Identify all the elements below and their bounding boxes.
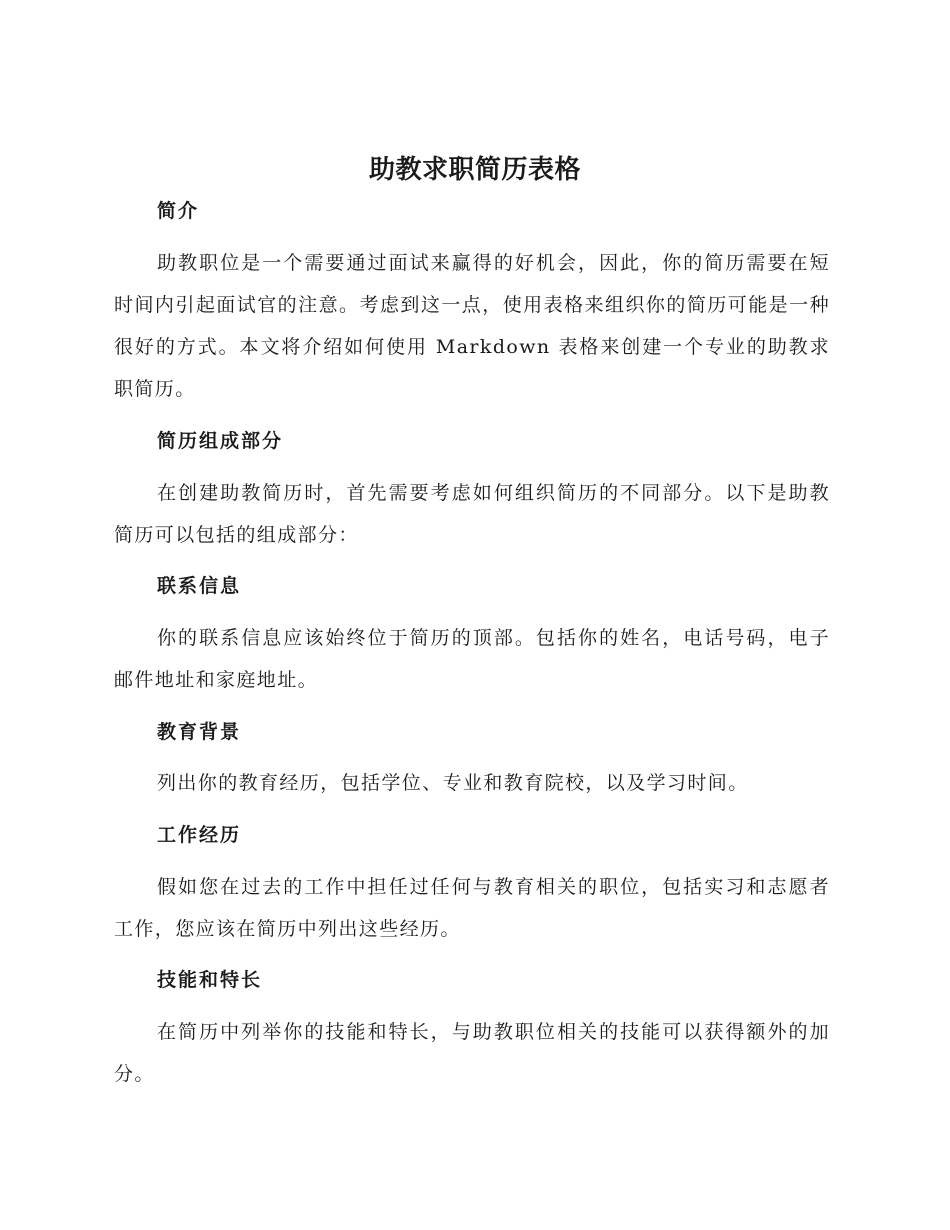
section-paragraph-skills: 在简历中列举你的技能和特长，与助教职位相关的技能可以获得额外的加分。 xyxy=(114,1021,830,1085)
section-heading-intro: 简介 xyxy=(157,200,200,222)
section-heading-contact: 联系信息 xyxy=(157,575,242,597)
section-paragraph-contact: 你的联系信息应该始终位于简历的顶部。包括你的姓名，电话号码，电子邮件地址和家庭地址。 xyxy=(114,627,830,691)
section-paragraph-work: 假如您在过去的工作中担任过任何与教育相关的职位，包括实习和志愿者工作，您应该在简历中列出这些经历。 xyxy=(114,876,830,940)
section-paragraph-intro: 助教职位是一个需要通过面试来赢得的好机会，因此，你的简历需要在短时间内引起面试官的注意。考虑到这一点，使用表格来组织你的简历可能是一种很好的方式。本文将介绍如何使用 Markdown 表格来创建一个专业的助教求职简历。 xyxy=(114,252,830,400)
section-heading-skills: 技能和特长 xyxy=(157,969,263,991)
section-paragraph-components: 在创建助教简历时，首先需要考虑如何组织简历的不同部分。以下是助教简历可以包括的组成部分： xyxy=(114,482,830,546)
section-heading-education: 教育背景 xyxy=(157,721,242,743)
section-paragraph-education: 列出你的教育经历，包括学位、专业和教育院校，以及学习时间。 xyxy=(157,772,749,794)
section-heading-components: 简历组成部分 xyxy=(157,430,284,452)
section-heading-work: 工作经历 xyxy=(157,824,242,846)
document-title: 助教求职简历表格 xyxy=(368,155,581,185)
